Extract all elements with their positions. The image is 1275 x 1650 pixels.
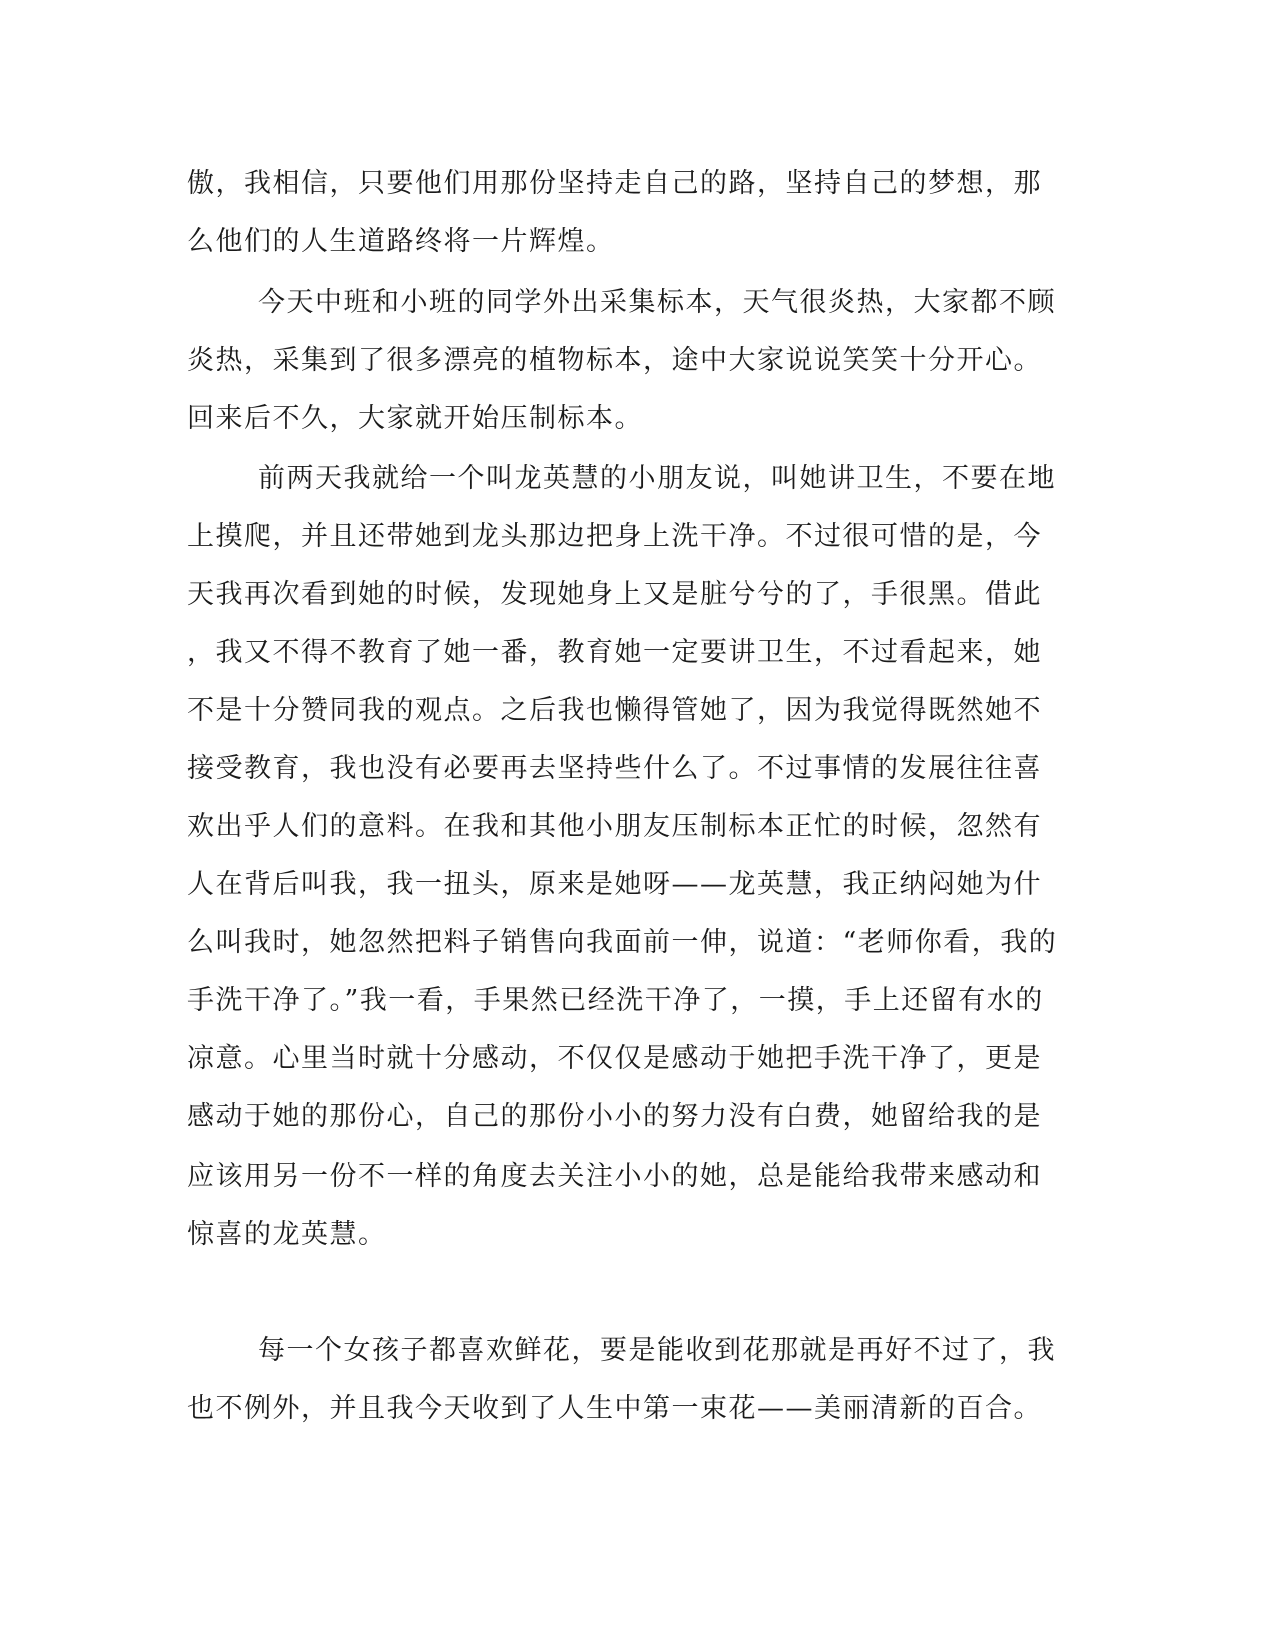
text-line: 感动于她的那份心，自己的那份小小的努力没有白费，她留给我的是 <box>187 1101 1042 1132</box>
text-line: 欢出乎人们的意料。在我和其他小朋友压制标本正忙的时候，忽然有 <box>187 811 1042 842</box>
text-line: 惊喜的龙英慧。 <box>187 1219 387 1250</box>
text-line: 天我再次看到她的时候，发现她身上又是脏兮兮的了，手很黑。借此 <box>187 579 1042 610</box>
text-line: 么他们的人生道路终将一片辉煌。 <box>187 226 615 257</box>
text-line: 么叫我时，她忽然把料子销售向我面前一伸，说道：“老师你看，我的 <box>187 927 1058 958</box>
text-line: 应该用另一份不一样的角度去关注小小的她，总是能给我带来感动和 <box>187 1161 1042 1192</box>
text-line: 每一个女孩子都喜欢鲜花，要是能收到花那就是再好不过了，我 <box>258 1335 1056 1366</box>
text-line: 接受教育，我也没有必要再去坚持些什么了。不过事情的发展往往喜 <box>187 753 1042 784</box>
text-line: ，我又不得不教育了她一番，教育她一定要讲卫生，不过看起来，她 <box>187 637 1042 668</box>
text-line: 人在背后叫我，我一扭头，原来是她呀——龙英慧，我正纳闷她为什 <box>187 869 1042 900</box>
text-line: 凉意。心里当时就十分感动，不仅仅是感动于她把手洗干净了，更是 <box>187 1043 1042 1074</box>
text-line: 上摸爬，并且还带她到龙头那边把身上洗干净。不过很可惜的是，今 <box>187 521 1042 552</box>
text-line: 手洗干净了。”我一看，手果然已经洗干净了，一摸，手上还留有水的 <box>187 985 1044 1016</box>
text-line: 傲，我相信，只要他们用那份坚持走自己的路，坚持自己的梦想，那 <box>187 168 1042 199</box>
text-line: 回来后不久，大家就开始压制标本。 <box>187 403 643 434</box>
text-line: 也不例外，并且我今天收到了人生中第一束花——美丽清新的百合。 <box>187 1393 1042 1424</box>
text-line: 不是十分赞同我的观点。之后我也懒得管她了，因为我觉得既然她不 <box>187 695 1042 726</box>
text-line: 前两天我就给一个叫龙英慧的小朋友说，叫她讲卫生，不要在地 <box>258 463 1056 494</box>
text-line: 今天中班和小班的同学外出采集标本，天气很炎热，大家都不顾 <box>258 287 1056 318</box>
text-line: 炎热，采集到了很多漂亮的植物标本，途中大家说说笑笑十分开心。 <box>187 345 1042 376</box>
